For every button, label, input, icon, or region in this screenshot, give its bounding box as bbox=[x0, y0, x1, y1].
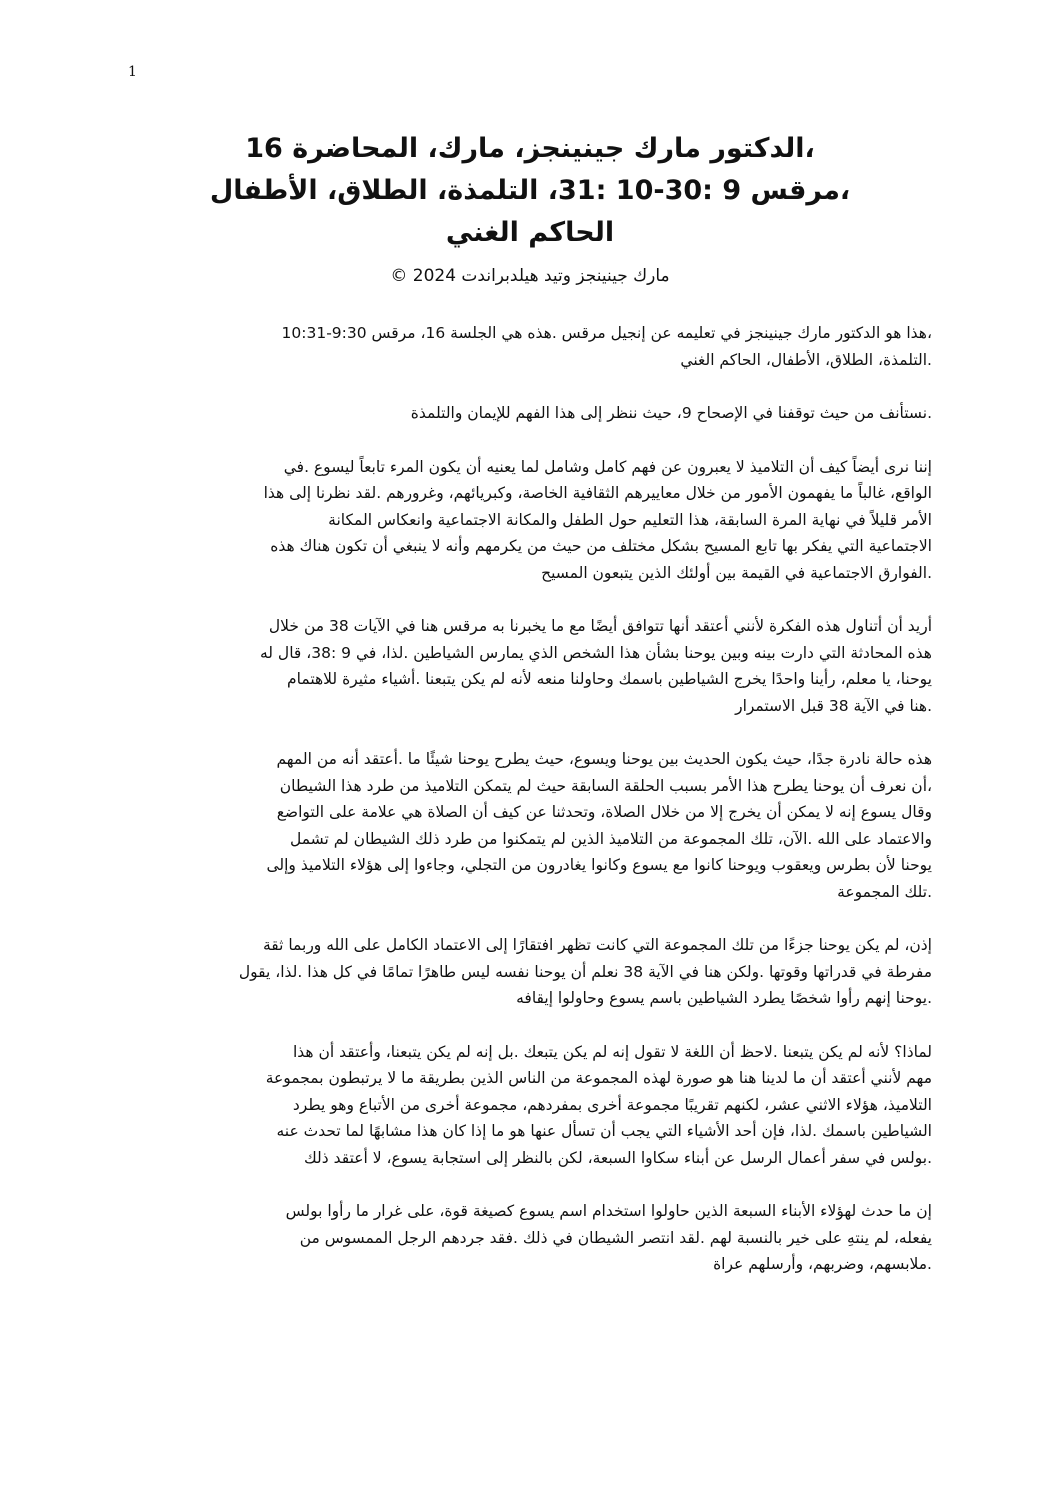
paragraph-line: وقال يسوع إنه لا يمكن أن يخرج إلا من خلال الصلاة، وتحدثنا عن كيف أن الصلاة هي علامة على التواضع bbox=[276, 803, 932, 821]
paragraph bbox=[150, 932, 932, 1012]
paragraph-line: الواقع، غالباً ما يفهمون الأمور من خلال معاييرهم الثقافية الخاصة، وكبريائهم، وغرورهم .لقد نظرنا إلى هذا bbox=[263, 484, 932, 502]
paragraph-line: .بولس في سفر أعمال الرسل عن أبناء سكاوا السبعة، لكن بالنظر إلى استجابة يسوع، لا أعتقد ذلك bbox=[303, 1148, 932, 1167]
paragraph bbox=[150, 746, 932, 905]
paragraph-line: الاجتماعية التي يفكر بها تابع المسيح بشكل مختلف من حيث من يكرمهم وأنه لا ينبغي أن تكون هناك هذه bbox=[270, 537, 932, 555]
paragraph-line: هذه المحادثة التي دارت بينه وبين يوحنا بشأن هذا الشخص الذي يمارس الشياطين .لذا، في 9 :38، قال له bbox=[259, 643, 932, 662]
paragraph-line: إن ما حدث لهؤلاء الأبناء السبعة الذين حاولوا استخدام اسم يسوع كصيغة قوة، على غرار ما رأوا بولس bbox=[285, 1202, 932, 1220]
paragraph-line: إننا نرى أيضاً كيف أن التلاميذ لا يعبرون عن فهم كامل وشامل لما يعنيه أن يكون المرء تابعاً ليسوع .في bbox=[283, 457, 932, 476]
paragraph bbox=[150, 1039, 932, 1172]
paragraph bbox=[150, 400, 932, 427]
paragraph bbox=[150, 1198, 932, 1278]
paragraph-line: .تلك المجموعة bbox=[837, 882, 932, 901]
paragraph-line: .ملابسهم، وضربهم، وأرسلهم عراة bbox=[713, 1255, 932, 1273]
document-title bbox=[150, 128, 910, 254]
paragraph-line: هذه حالة نادرة جدًا، حيث يكون الحديث بين يوحنا ويسوع، حيث يطرح يوحنا شيئًا ما .أعتقد أنه من المهم bbox=[276, 750, 932, 768]
title-line: ،مرقس 9 :30-10 :31، التلمذة، الطلاق، الأطفال bbox=[209, 175, 851, 206]
paragraph bbox=[150, 454, 932, 587]
paragraph-line: يوحنا، يا معلم، رأينا واحدًا يخرج الشياطين باسمك وحاولنا منعه لأنه لم يكن يتبعنا .أشياء مثيرة للاهتمام bbox=[287, 670, 932, 688]
paragraph-line: .هنا في الآية 38 قبل الاستمرار bbox=[735, 696, 932, 715]
paragraph-line: .يوحنا إنهم رأوا شخصًا يطرد الشياطين باسم يسوع وحاولوا إيقافه bbox=[516, 989, 932, 1007]
paragraph-line: الأمر قليلاً في نهاية المرة السابقة، هذا التعليم حول الطفل والمكانة الاجتماعية وانعكاس المكانة bbox=[328, 510, 932, 529]
paragraph-line: يفعله، لم ينتهِ على خير بالنسبة لهم .لقد انتصر الشيطان في ذلك .فقد جردهم الرجل الممسوس من bbox=[299, 1228, 932, 1247]
paragraph-line: لماذا؟ لأنه لم يكن يتبعنا .لاحظ أن اللغة لا تقول إنه لم يكن يتبعك .بل إنه لم يكن يتبعنا، وأعتقد أن هذا bbox=[292, 1042, 932, 1061]
paragraph-line: .التلمذة، الطلاق، الأطفال، الحاكم الغني bbox=[680, 350, 932, 369]
paragraph-line: .الفوارق الاجتماعية في القيمة بين أولئك الذين يتبعون المسيح bbox=[541, 563, 932, 582]
paragraph-line: مفرطة في قدراتها وقوتها .ولكن هنا في الآية 38 نعلم أن يوحنا نفسه ليس طاهرًا تمامًا في كل هذا .لذا، يقول bbox=[238, 962, 932, 981]
paragraph-line: أريد أن أتناول هذه الفكرة لأنني أعتقد أنها تتوافق أيضًا مع ما يخبرنا به مرقس هنا في الآيات 38 من خلال bbox=[268, 617, 932, 635]
paragraph-line: التلاميذ، هؤلاء الاثني عشر، لكنهم تقريبًا مجموعة أخرى بمفردهم، مجموعة أخرى من الأتباع وهو يطرد bbox=[292, 1095, 932, 1114]
document-body bbox=[150, 320, 932, 1305]
title-line: الحاكم الغني bbox=[445, 217, 615, 248]
paragraph-line: ،هذا هو الدكتور مارك جينينجز في تعليمه عن إنجيل مرقس .هذه هي الجلسة 16، مرقس 9:30-10:31 bbox=[281, 324, 932, 342]
paragraph-line: الشياطين باسمك .لذا، فإن أحد الأشياء التي يجب أن تسأل عنها هو ما إذا كان هذا مشابهًا لما تحدث عنه bbox=[276, 1122, 932, 1140]
paragraph-line: يوحنا لأن بطرس ويعقوب ويوحنا كانوا مع يسوع وكانوا يغادرون من التجلي، وجاءوا إلى هؤلاء التلاميذ وإلى bbox=[266, 856, 932, 874]
paragraph-line: والاعتماد على الله .الآن، تلك المجموعة من التلاميذ الذين لم يتمكنوا من طرد ذلك الشيطان لم تشمل bbox=[289, 829, 932, 848]
paragraph bbox=[150, 320, 932, 373]
paragraph-line: .نستأنف من حيث توقفنا في الإصحاح 9، حيث ننظر إلى هذا الفهم للإيمان والتلمذة bbox=[410, 404, 932, 422]
paragraph-line: إذن، لم يكن يوحنا جزءًا من تلك المجموعة التي كانت تظهر افتقارًا إلى الاعتماد الكامل على الله وربما ثقة bbox=[262, 936, 932, 954]
paragraph bbox=[150, 613, 932, 719]
title-line: ،الدكتور مارك جينينجز، مارك، المحاضرة 16 bbox=[245, 133, 815, 164]
page-number: 1 bbox=[128, 64, 137, 80]
paragraph-line: مهم لأنني أعتقد أن ما لدينا هنا هو صورة لهذه المجموعة من الناس الذين بطريقة ما لا يرتبطون بمجموعة bbox=[265, 1069, 932, 1087]
paragraph-line: ،أن نعرف أن يوحنا يطرح هذا الأمر بسبب الحلقة السابقة حيث لم يتمكن التلاميذ من طرد هذا الشيطان bbox=[279, 776, 932, 795]
copyright-credit: مارك جينينجز وتيد هيلدبراندت 2024 © bbox=[390, 266, 670, 286]
